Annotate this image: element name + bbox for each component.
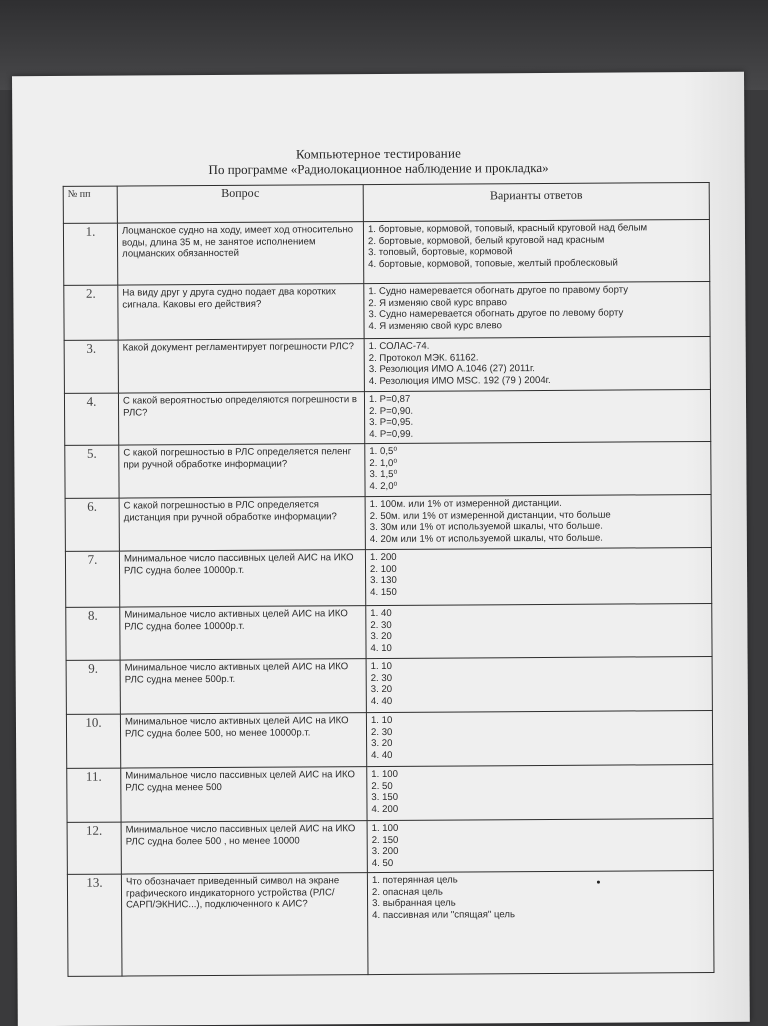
answer-option: 4. Я изменяю свой курс влево bbox=[368, 320, 502, 332]
table-header-row bbox=[63, 182, 709, 223]
answer-list bbox=[372, 821, 709, 869]
answer-option: 2. 150 bbox=[371, 834, 399, 846]
document-header bbox=[12, 144, 744, 178]
answer-option: 2. 50м. или 1% от измеренной дистанции, что больше bbox=[369, 509, 611, 522]
table-row bbox=[63, 219, 709, 285]
answer-option: 3. 200 bbox=[371, 846, 399, 858]
table-row bbox=[66, 603, 712, 660]
answer-option: 1. 10 bbox=[370, 714, 393, 727]
answer-options bbox=[364, 336, 710, 391]
question-text: Что обозначает приведенный символ на экране графического индикаторного устройства (РЛС/САРП/ЭКНИС...), подключенного к АИС? bbox=[121, 873, 368, 977]
question-number: 11. bbox=[67, 768, 121, 822]
table-row bbox=[64, 389, 710, 445]
answer-list bbox=[372, 873, 709, 921]
answer-option: 3. 20 bbox=[371, 738, 393, 750]
answer-options bbox=[366, 710, 712, 766]
answer-option: 4. бортовые, кормовой, топовые, желтый проблесковый bbox=[368, 257, 618, 270]
answer-option: 1. 100 bbox=[371, 822, 399, 835]
column-header-number: № пп bbox=[63, 186, 117, 223]
answer-list bbox=[368, 284, 705, 332]
question-text: Минимальное число пассивных целей АИС на ИКО РЛС судна более 500 , но менее 10000 bbox=[121, 821, 367, 875]
answer-option: 1. 10 bbox=[370, 660, 392, 673]
answer-option: 2. опасная цель bbox=[371, 886, 443, 898]
question-number: 3. bbox=[64, 340, 118, 393]
question-text: Минимальное число активных целей АИС на ИКО РЛС судна более 10000р.т. bbox=[120, 606, 366, 661]
answer-option: 4. 150 bbox=[370, 586, 397, 598]
questions-table bbox=[63, 182, 715, 977]
table-row bbox=[66, 656, 712, 714]
question-number: 6. bbox=[65, 498, 119, 551]
answer-option: 3. P=0,95. bbox=[369, 416, 414, 429]
header-title: Компьютерное тестирование bbox=[295, 145, 462, 162]
answer-options bbox=[363, 219, 709, 283]
question-text: Минимальное число пассивных целей АИС на ИКО РЛС судна более 10000р.т. bbox=[119, 550, 365, 608]
table-row bbox=[67, 870, 714, 976]
answer-option: 1. бортовые, кормовой, топовый, красный круговой над белым bbox=[367, 222, 648, 236]
column-header-question: Вопрос bbox=[117, 185, 363, 224]
answer-options bbox=[365, 547, 711, 605]
answer-option: 3. 130 bbox=[370, 575, 397, 587]
answer-option: 2. 30 bbox=[370, 726, 393, 738]
table-row bbox=[65, 441, 711, 498]
answer-option: 2. 30 bbox=[370, 619, 392, 631]
answer-list bbox=[370, 497, 707, 545]
answer-option: 4. 10 bbox=[370, 642, 392, 654]
column-header-answers: Варианты ответов bbox=[363, 182, 709, 221]
answer-options bbox=[366, 603, 712, 658]
answer-options bbox=[365, 494, 711, 549]
ink-dot bbox=[597, 881, 600, 884]
answer-option: 1. потерянная цель bbox=[371, 874, 458, 887]
answer-option: 3. выбранная цель bbox=[372, 897, 456, 910]
table-row bbox=[65, 494, 711, 551]
question-text: С какой погрешностью в РЛС определяется пеленг при ручной обработке информации? bbox=[119, 444, 365, 499]
question-number: 4. bbox=[64, 393, 118, 445]
question-text: На виду друг у друга судно подает два коротких сигнала. Каковы его действия? bbox=[118, 284, 364, 341]
table-row bbox=[66, 710, 712, 768]
answer-option: 4. P=0,99. bbox=[369, 428, 414, 440]
answer-option: 3. 1,5⁰ bbox=[369, 469, 398, 481]
table-row bbox=[65, 547, 711, 607]
answer-option: 3. 30м или 1% от используемой шкалы, что больше. bbox=[369, 520, 603, 534]
answer-list bbox=[370, 606, 707, 654]
answer-option: 2. 1,0⁰ bbox=[369, 457, 398, 469]
answer-options bbox=[367, 764, 713, 820]
answer-option: 3. 150 bbox=[371, 792, 399, 804]
question-text: Минимальное число активных целей АИС на ИКО РЛС судна менее 500р.т. bbox=[120, 659, 366, 715]
answer-option: 2. P=0,90. bbox=[369, 405, 414, 417]
answer-option: 4. 40 bbox=[370, 695, 393, 707]
answer-options bbox=[366, 656, 712, 712]
answer-option: 3. Резолюция ИМО А.1046 (27) 2011г. bbox=[368, 363, 535, 376]
questions-table-body bbox=[63, 219, 714, 976]
answer-list bbox=[369, 392, 706, 440]
answer-list bbox=[369, 444, 706, 492]
answer-option: 1. 200 bbox=[369, 551, 397, 564]
answer-list bbox=[371, 767, 708, 815]
question-number: 10. bbox=[66, 714, 120, 768]
question-text: Лоцманское судно на ходу, имеет ход относительно воды, длина 35 м, не занятое исполнением лоцманских обязанностей bbox=[117, 222, 363, 286]
answer-option: 2. 100 bbox=[369, 563, 397, 575]
answer-option: 4. пассивная или "спящая" цель bbox=[372, 908, 515, 921]
answer-list bbox=[369, 339, 706, 387]
answer-list bbox=[371, 713, 708, 761]
answer-option: 1. 100 bbox=[371, 768, 398, 781]
answer-options bbox=[364, 281, 710, 338]
question-number: 1. bbox=[63, 223, 117, 285]
table-row bbox=[64, 336, 710, 393]
question-number: 7. bbox=[65, 551, 119, 607]
answer-option: 1. P=0,87 bbox=[368, 393, 411, 406]
answer-option: 4. 40 bbox=[371, 749, 393, 761]
answer-option: 2. бортовые, кормовой, белый круговой над красным bbox=[367, 234, 605, 247]
table-row bbox=[67, 818, 713, 874]
answer-option: 1. СОЛАС-74. bbox=[368, 340, 430, 353]
answer-option: 4. 2,0⁰ bbox=[369, 480, 398, 492]
document-page bbox=[12, 72, 750, 1026]
answer-options bbox=[367, 818, 713, 872]
answer-option: 4. Резолюция ИМО MSC. 192 (79 ) 2004г. bbox=[368, 374, 551, 387]
answer-option: 3. 20 bbox=[370, 631, 392, 643]
answer-option: 3. топовый, бортовые, кормовой bbox=[368, 246, 513, 259]
answer-option: 1. 100м. или 1% от измеренной дистанции. bbox=[369, 497, 562, 511]
answer-option: 4. 50 bbox=[371, 857, 394, 869]
question-number: 12. bbox=[67, 822, 121, 874]
question-number: 5. bbox=[65, 445, 119, 498]
answer-option: 1. Судно намеревается обогнать другое по правому борту bbox=[368, 284, 629, 298]
question-text: С какой погрешностью в РЛС определяется дистанция при ручной обработке информации? bbox=[119, 497, 365, 552]
answer-options bbox=[364, 389, 710, 443]
answer-list bbox=[370, 550, 707, 598]
table-row bbox=[67, 764, 713, 822]
answer-option: 3. 20 bbox=[370, 684, 393, 696]
answer-list bbox=[371, 659, 708, 707]
answer-option: 1. 0,5⁰ bbox=[369, 445, 398, 458]
answer-option: 1. 40 bbox=[370, 607, 392, 620]
question-number: 13. bbox=[67, 874, 122, 976]
question-text: Минимальное число пассивных целей АИС на ИКО РЛС судна менее 500 bbox=[121, 767, 367, 823]
answer-option: 4. 200 bbox=[371, 803, 399, 815]
answer-options bbox=[365, 441, 711, 496]
answer-option: 2. Протокол МЭК. 61162. bbox=[368, 351, 479, 364]
answer-option: 2. 30 bbox=[370, 672, 393, 684]
answer-option: 4. 20м или 1% от используемой шкалы, что больше. bbox=[369, 532, 603, 545]
question-number: 2. bbox=[64, 285, 118, 340]
answer-list bbox=[368, 222, 705, 270]
answer-option: 2. 50 bbox=[371, 780, 393, 792]
table-row bbox=[64, 281, 710, 340]
answer-option: 3. Судно намеревается обогнать другое по левому борту bbox=[368, 307, 624, 321]
question-text: С какой вероятностью определяются погрешности в РЛС? bbox=[118, 392, 364, 446]
question-text: Какой документ регламентирует погрешности РЛС? bbox=[118, 339, 364, 394]
question-number: 9. bbox=[66, 660, 120, 714]
question-text: Минимальное число активных целей АИС на ИКО РЛС судна более 500, но менее 10000р.т. bbox=[120, 713, 366, 769]
answer-options bbox=[367, 870, 714, 974]
question-number: 8. bbox=[66, 607, 120, 660]
answer-option: 2. Я изменяю свой курс вправо bbox=[368, 296, 507, 309]
header-subtitle: По программе «Радиолокационное наблюдение и прокладка» bbox=[208, 159, 549, 178]
